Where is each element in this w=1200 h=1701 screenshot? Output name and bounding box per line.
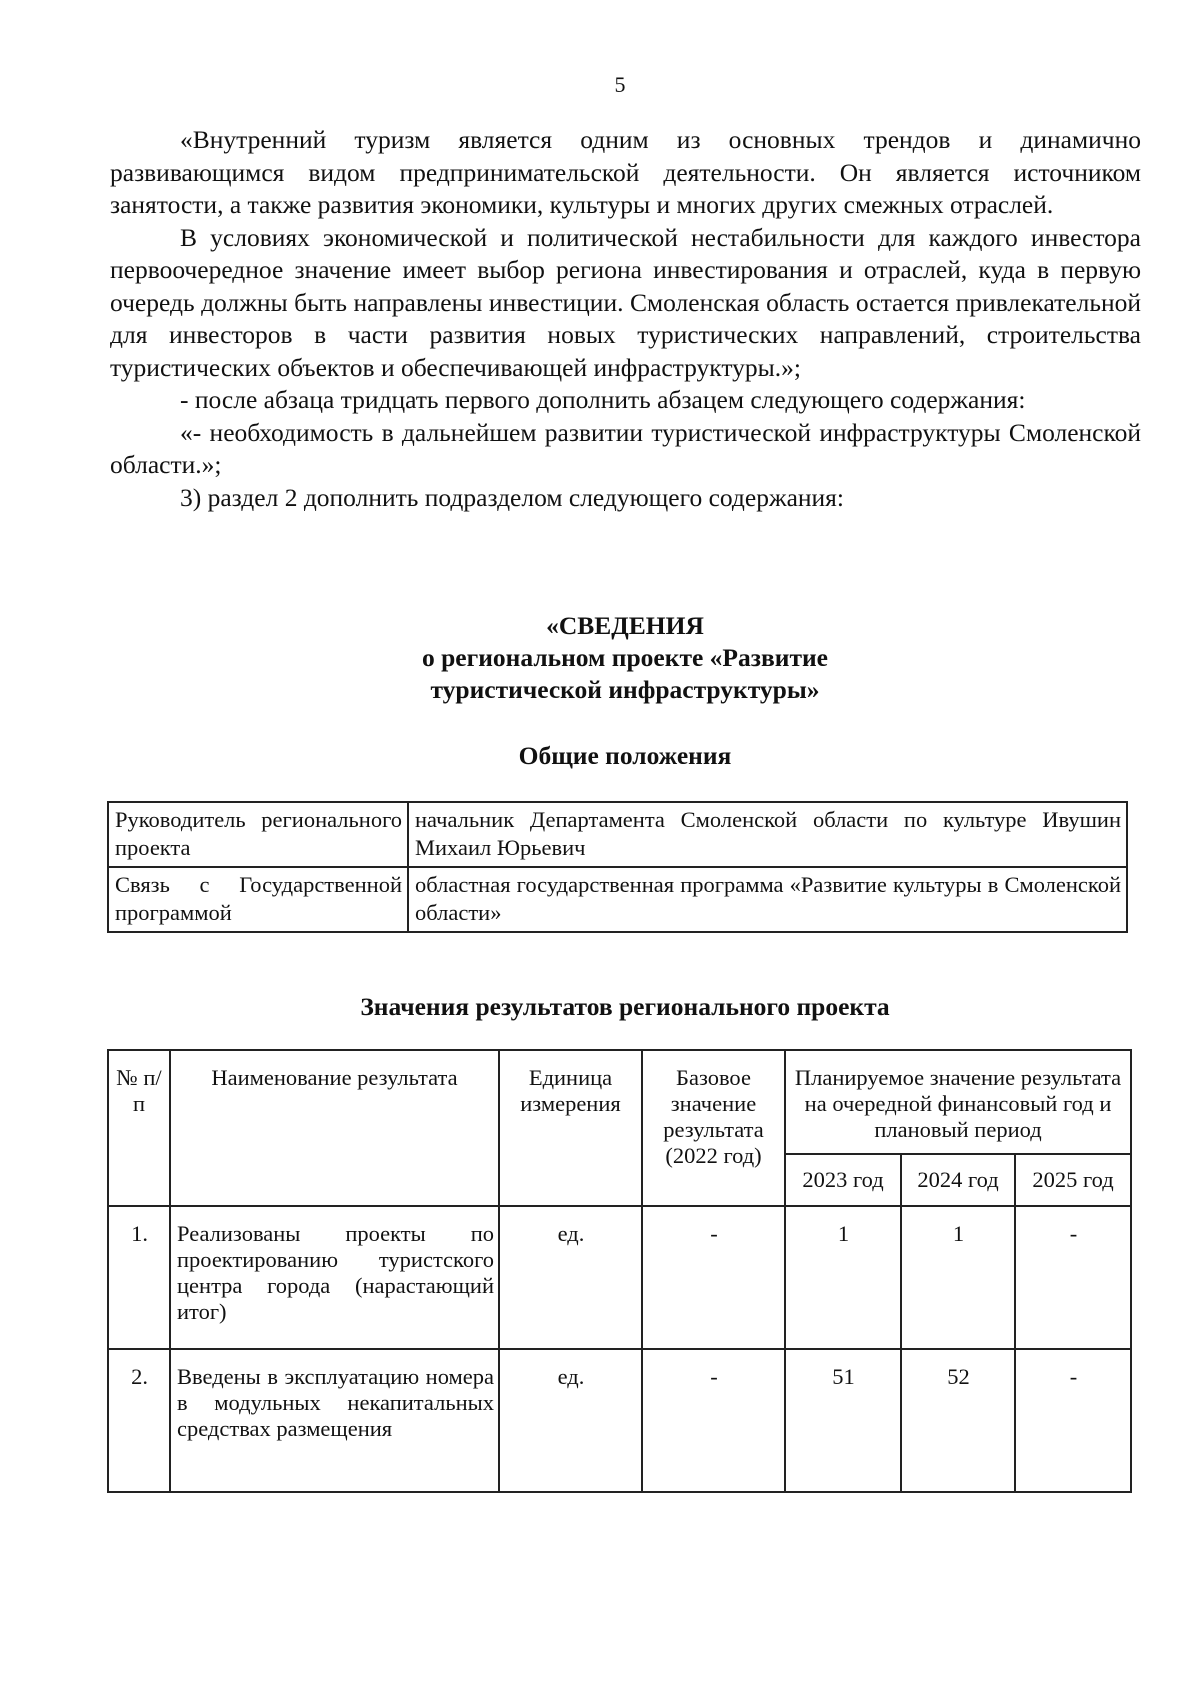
project-head-value: начальник Департамента Смоленской области по культуре Ивушин Михаил Юрьевич [408,802,1127,867]
row-result-name: Реализованы проекты по проектированию туристского центра города (нарастающий итог) [170,1206,499,1349]
title-line-2: о региональном проекте «Развитие [422,643,828,672]
paragraph-section-addition: 3) раздел 2 дополнить подразделом следующего содержания: [180,482,844,512]
results-table [107,1049,1132,1493]
table-header-row [108,1050,1131,1154]
row-result-name: Введены в эксплуатацию номера в модульных некапитальных средствах размещения [170,1349,499,1492]
header-year-2025: 2025 год [1015,1154,1131,1206]
title-line-1: «СВЕДЕНИЯ [546,611,704,640]
row-value-2023: 1 [785,1206,901,1349]
row-unit: ед. [499,1349,642,1492]
title-line-3: туристической инфраструктуры» [430,675,820,704]
general-provisions-table [107,801,1128,933]
paragraph-amendment-instruction: - после абзаца тридцать первого дополнить абзацем следующего содержания: [180,385,1026,414]
row-unit: ед. [499,1206,642,1349]
table-row [108,802,1127,867]
paragraph-tourism-trend: «Внутренний туризм является одним из основных трендов и динамично развивающимся видом предпринимательской деятельности. Он является источником занятости, а также развития экономики, культуры и многих других смежных отраслей. [110,125,1141,219]
header-year-2023: 2023 год [785,1154,901,1206]
general-provisions-heading: Общие положения [518,741,732,770]
results-heading: Значения результатов регионального проекта [360,992,890,1021]
header-unit: Единица измерения [499,1050,642,1206]
table-row [108,1349,1131,1492]
row-value-2025: - [1015,1349,1131,1492]
row-base-value: - [642,1349,785,1492]
row-num: 2. [108,1349,170,1492]
page-number: 5 [614,72,626,97]
program-link-label: Связь с Государственной программой [108,867,408,932]
header-year-2024: 2024 год [901,1154,1015,1206]
table-row [108,867,1127,932]
table-row [108,1206,1131,1349]
body-text [110,124,1141,514]
row-value-2025: - [1015,1206,1131,1349]
header-name: Наименование результата [170,1050,499,1206]
header-num: № п/п [108,1050,170,1206]
program-link-value: областная государственная программа «Развитие культуры в Смоленской области» [408,867,1127,932]
row-value-2024: 1 [901,1206,1015,1349]
project-head-label: Руководитель регионального проекта [108,802,408,867]
document-title [0,610,1200,706]
header-base-value: Базовое значение результата (2022 год) [642,1050,785,1206]
row-num: 1. [108,1206,170,1349]
header-planned-value: Планируемое значение результата на очередной финансовый год и плановый период [785,1050,1131,1154]
paragraph-investment-conditions: В условиях экономической и политической нестабильности для каждого инвестора первоочередное значение имеет выбор региона инвестирования и отраслей, куда в первую очередь должны быть направлены инвестиции. Смоленская область остается привлекательной для инвесторов в части развития новых туристических направлений, строительства туристических объектов и обеспечивающей инфраструктуры.»; [110,222,1141,382]
row-value-2024: 52 [901,1349,1015,1492]
paragraph-added-text: «- необходимость в дальнейшем развитии туристической инфраструктуры Смоленской области.»; [110,417,1141,479]
row-value-2023: 51 [785,1349,901,1492]
row-base-value: - [642,1206,785,1349]
